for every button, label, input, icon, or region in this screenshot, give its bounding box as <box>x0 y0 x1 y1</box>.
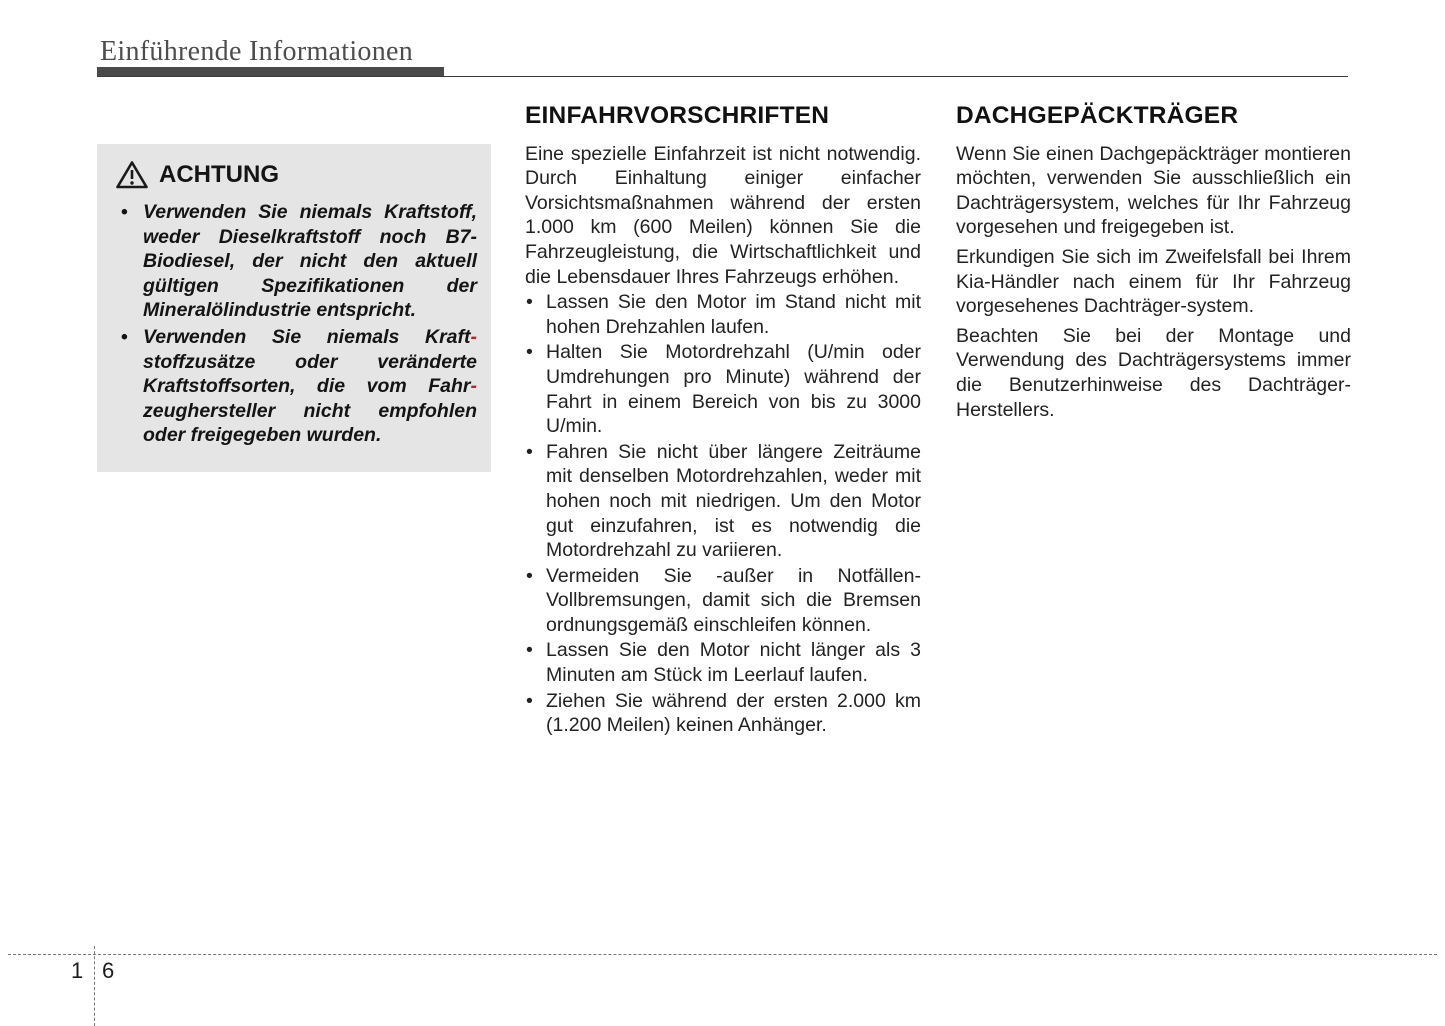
page-number: 6 <box>102 958 115 983</box>
einfahr-bullet-item: • Ziehen Sie während der ersten 2.000 km (1.200 Meilen) keinen Anhänger. <box>525 689 921 738</box>
einfahr-bullet-item: • Vermeiden Sie -außer in Notfällen- Vollbremsungen, damit sich die Bremsen ordnungsgemäß einschleifen können. <box>525 564 921 638</box>
einfahr-bullet-item: • Lassen Sie den Motor nicht länger als 3 Minuten am Stück im Leerlauf laufen. <box>525 638 921 687</box>
dachgepaecktraeger-section <box>956 104 1351 427</box>
einfahr-bullet-item: • Fahren Sie nicht über längere Zeiträume mit denselben Motordrehzahlen, weder mit hohen noch mit niedrigen. Um den Motor gut einzufahren, ist es notwendig die Motordrehzahl zu variieren. <box>525 440 921 563</box>
einfahr-intro-paragraph: Eine spezielle Einfahrzeit ist nicht notwendig. Durch Einhaltung einiger einfacher Vorsichtsmaßnahmen während der ersten 1.000 km (600 Meilen) können Sie die Fahrzeugleistung, die Wirtschaftlichkeit und die Lebensdauer Ihres Fahrzeugs erhöhen. <box>525 142 921 288</box>
dach-paragraph: Wenn Sie einen Dachgepäckträger montieren möchten, verwenden Sie ausschließlich ein Dachträgersystem, welches für Ihr Fahrzeug vorgesehen und freigegeben ist. <box>956 142 1351 239</box>
einfahr-bullet-list <box>525 290 921 738</box>
einfahrvorschriften-section <box>525 104 921 739</box>
dach-paragraph: Erkundigen Sie sich im Zweifelsfall bei Ihrem Kia-Händler nach einem für Ihr Fahrzeug vorgesehenes Dachträger-system. <box>956 245 1351 318</box>
caution-bullet-list <box>111 200 477 448</box>
caution-box <box>97 144 491 472</box>
red-hyphen: - <box>470 325 477 348</box>
section-heading-dachgepaecktraeger: DACHGEPÄCKTRÄGER <box>956 102 1239 129</box>
page-number-chapter: 1 <box>71 958 84 983</box>
dach-paragraph: Beachten Sie bei der Montage und Verwendung des Dachträgersystems immer die Benutzerhinweise des Dachträger-Herstellers. <box>956 324 1351 421</box>
red-hyphen: - <box>470 375 477 398</box>
dach-paragraphs <box>956 142 1351 423</box>
caution-title-row <box>111 160 477 190</box>
einfahr-bullet-item: • Lassen Sie den Motor im Stand nicht mit hohen Drehzahlen laufen. <box>525 290 921 339</box>
caution-bullet-item: • Verwenden Sie niemals Kraft-stoffzusätze oder veränderte Kraftstoffsorten, die vom Fahr-zeughersteller nicht empfohlen oder freigegeben wurden. <box>111 325 477 448</box>
caution-bullet-item: • Verwenden Sie niemals Kraftstoff, weder Dieselkraftstoff noch B7-Biodiesel, der nicht den aktuell gültigen Spezifikationen der Mineralölindustrie entspricht. <box>111 200 477 323</box>
header-horizontal-rule <box>97 76 1348 77</box>
footer-crop-mark <box>94 946 95 1026</box>
warning-triangle-icon <box>115 160 149 190</box>
caution-column <box>97 144 491 472</box>
section-heading-einfahrvorschriften: EINFAHRVORSCHRIFTEN <box>525 102 830 129</box>
page-header-title: Einführende Informationen <box>100 36 414 67</box>
einfahr-bullet-item: • Halten Sie Motordrehzahl (U/min oder Umdrehungen pro Minute) während der Fahrt in einem Bereich von bis zu 3000 U/min. <box>525 340 921 438</box>
caution-title: ACHTUNG <box>159 160 279 188</box>
footer-dashed-line <box>8 954 1437 955</box>
